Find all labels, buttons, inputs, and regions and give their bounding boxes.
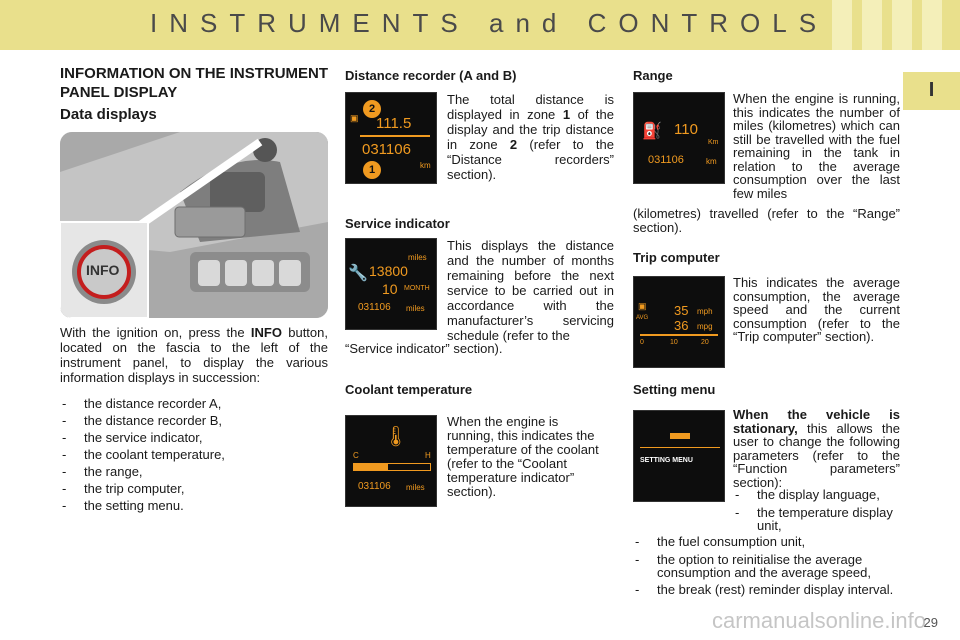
trip-mode-icon: ▣	[638, 301, 647, 311]
setting-inner-list	[733, 488, 900, 532]
trip-bar	[640, 334, 718, 336]
service-odometer-value: 031106	[358, 302, 391, 313]
range-display	[633, 92, 725, 184]
trip-description: This indicates the average consumption, the average speed and the current consumption (refer to the “Trip computer” section).	[733, 275, 900, 344]
intro-paragraph: With the ignition on, press the INFO button, located on the fascia to the left of the instrument panel, to display the various information displays in succession:	[60, 325, 328, 385]
watermark: carmanualsonline.info	[711, 608, 926, 633]
service-months-value: 10	[382, 281, 398, 297]
coolant-temperature-icon: 🌡	[383, 426, 409, 448]
list-item: - the fuel consumption unit,	[633, 535, 900, 549]
range-description: When the engine is running, this indicates the number of miles (kilometres) which can still be travelled with the fuel remaining in the tank in relation to the average consumption over the last few miles	[733, 91, 900, 201]
trip-consumption-value: 36	[674, 318, 689, 333]
list-item: - the setting menu.	[60, 497, 328, 514]
section-heading: INFORMATION ON THE INSTRUMENT PANEL DISPLAY	[60, 65, 329, 101]
service-display	[345, 238, 437, 330]
list-item: - the range,	[60, 463, 328, 480]
dashboard-illustration	[60, 132, 328, 318]
service-odometer-unit: miles	[406, 304, 425, 313]
list-item: - the service indicator,	[60, 429, 328, 446]
distance-display	[345, 92, 437, 184]
service-distance-unit: miles	[408, 253, 427, 262]
page-title: INSTRUMENTS and CONTROLS	[150, 8, 829, 38]
list-item: - the distance recorder A,	[60, 395, 328, 412]
trip-display	[633, 276, 725, 368]
trip-scale-tick: 0	[640, 339, 644, 346]
divider	[640, 447, 720, 448]
trip-avg-label: AVG	[636, 315, 649, 321]
service-description-end: “Service indicator” section).	[345, 341, 503, 356]
coolant-odometer-value: 031106	[358, 481, 391, 492]
wrench-icon: 🔧	[348, 265, 368, 282]
setting-heading: Setting menu	[633, 382, 716, 397]
chapter-tab	[903, 72, 960, 110]
setting-screen-label: SETTING MENU	[640, 457, 693, 464]
zone-2-marker: 2	[363, 100, 381, 118]
list-item: - the trip computer,	[60, 480, 328, 497]
distance-mode-icon: ▣	[350, 113, 359, 123]
list-item: - the temperature display unit,	[733, 506, 900, 532]
menu-icon	[670, 433, 690, 439]
coolant-description: When the engine is running, this indicates the temperature of the coolant (refer to the “Coolant temperature indicator” section).	[447, 414, 599, 499]
header-stripes	[832, 0, 942, 50]
range-unit: Km	[708, 139, 719, 146]
coolant-display	[345, 415, 437, 507]
service-months-unit: MONTH	[404, 285, 430, 292]
coolant-gauge	[353, 463, 431, 471]
trip-scale-tick: 10	[670, 339, 678, 346]
dashboard-photo	[60, 132, 328, 318]
trip-scale-tick: 20	[701, 339, 709, 346]
list-item: - the distance recorder B,	[60, 412, 328, 429]
coolant-hot-label: H	[425, 451, 431, 460]
range-value: 110	[674, 121, 698, 138]
distance-description: The total distance is displayed in zone 1 of the display and the trip distance in zone 2 (refer to the “Distance recorders” section).	[447, 92, 615, 182]
setting-list	[633, 535, 900, 596]
setting-description: When the vehicle is stationary, this allows the user to change the following parameters (refer to the “Function parameters” section):	[733, 407, 900, 490]
section-subheading: Data displays	[60, 106, 157, 123]
distance-total-value: 031106	[362, 141, 411, 158]
trip-heading: Trip computer	[633, 250, 720, 265]
header-band	[0, 0, 960, 50]
distance-unit: km	[420, 161, 431, 170]
zone-1-marker: 1	[363, 161, 381, 179]
trip-consumption-unit: mpg	[697, 322, 713, 331]
range-heading: Range	[633, 68, 673, 83]
service-distance-value: 13800	[369, 263, 408, 279]
display-list	[60, 395, 328, 514]
list-item: - the option to reinitialise the average consumption and the average speed,	[633, 553, 900, 579]
distance-heading: Distance recorder (A and B)	[345, 68, 517, 83]
range-description-end: (kilometres) travelled (refer to the “Range” section).	[633, 206, 900, 235]
coolant-odometer-unit: miles	[406, 483, 425, 492]
divider	[360, 135, 430, 137]
info-button-label: INFO	[86, 262, 120, 278]
list-item: - the break (rest) reminder display interval.	[633, 583, 900, 596]
trip-speed-unit: mph	[697, 307, 713, 316]
fuel-pump-icon: ⛽	[642, 123, 662, 140]
setting-display	[633, 410, 725, 502]
trip-speed-value: 35	[674, 303, 689, 318]
range-odometer-unit: km	[706, 157, 717, 166]
coolant-cold-label: C	[353, 451, 359, 460]
service-heading: Service indicator	[345, 216, 450, 231]
range-odometer-value: 031106	[648, 154, 684, 166]
list-item: - the coolant temperature,	[60, 446, 328, 463]
page-number: 29	[923, 615, 938, 630]
list-item: - the display language,	[733, 488, 900, 502]
coolant-heading: Coolant temperature	[345, 382, 473, 397]
distance-trip-value: 111.5	[376, 115, 412, 132]
chapter-letter: I	[928, 79, 935, 101]
service-description: This displays the distance and the number of months remaining before the next service to be carried out in accordance with the manufacturer’s servicing schedule (refer to the	[447, 238, 614, 343]
